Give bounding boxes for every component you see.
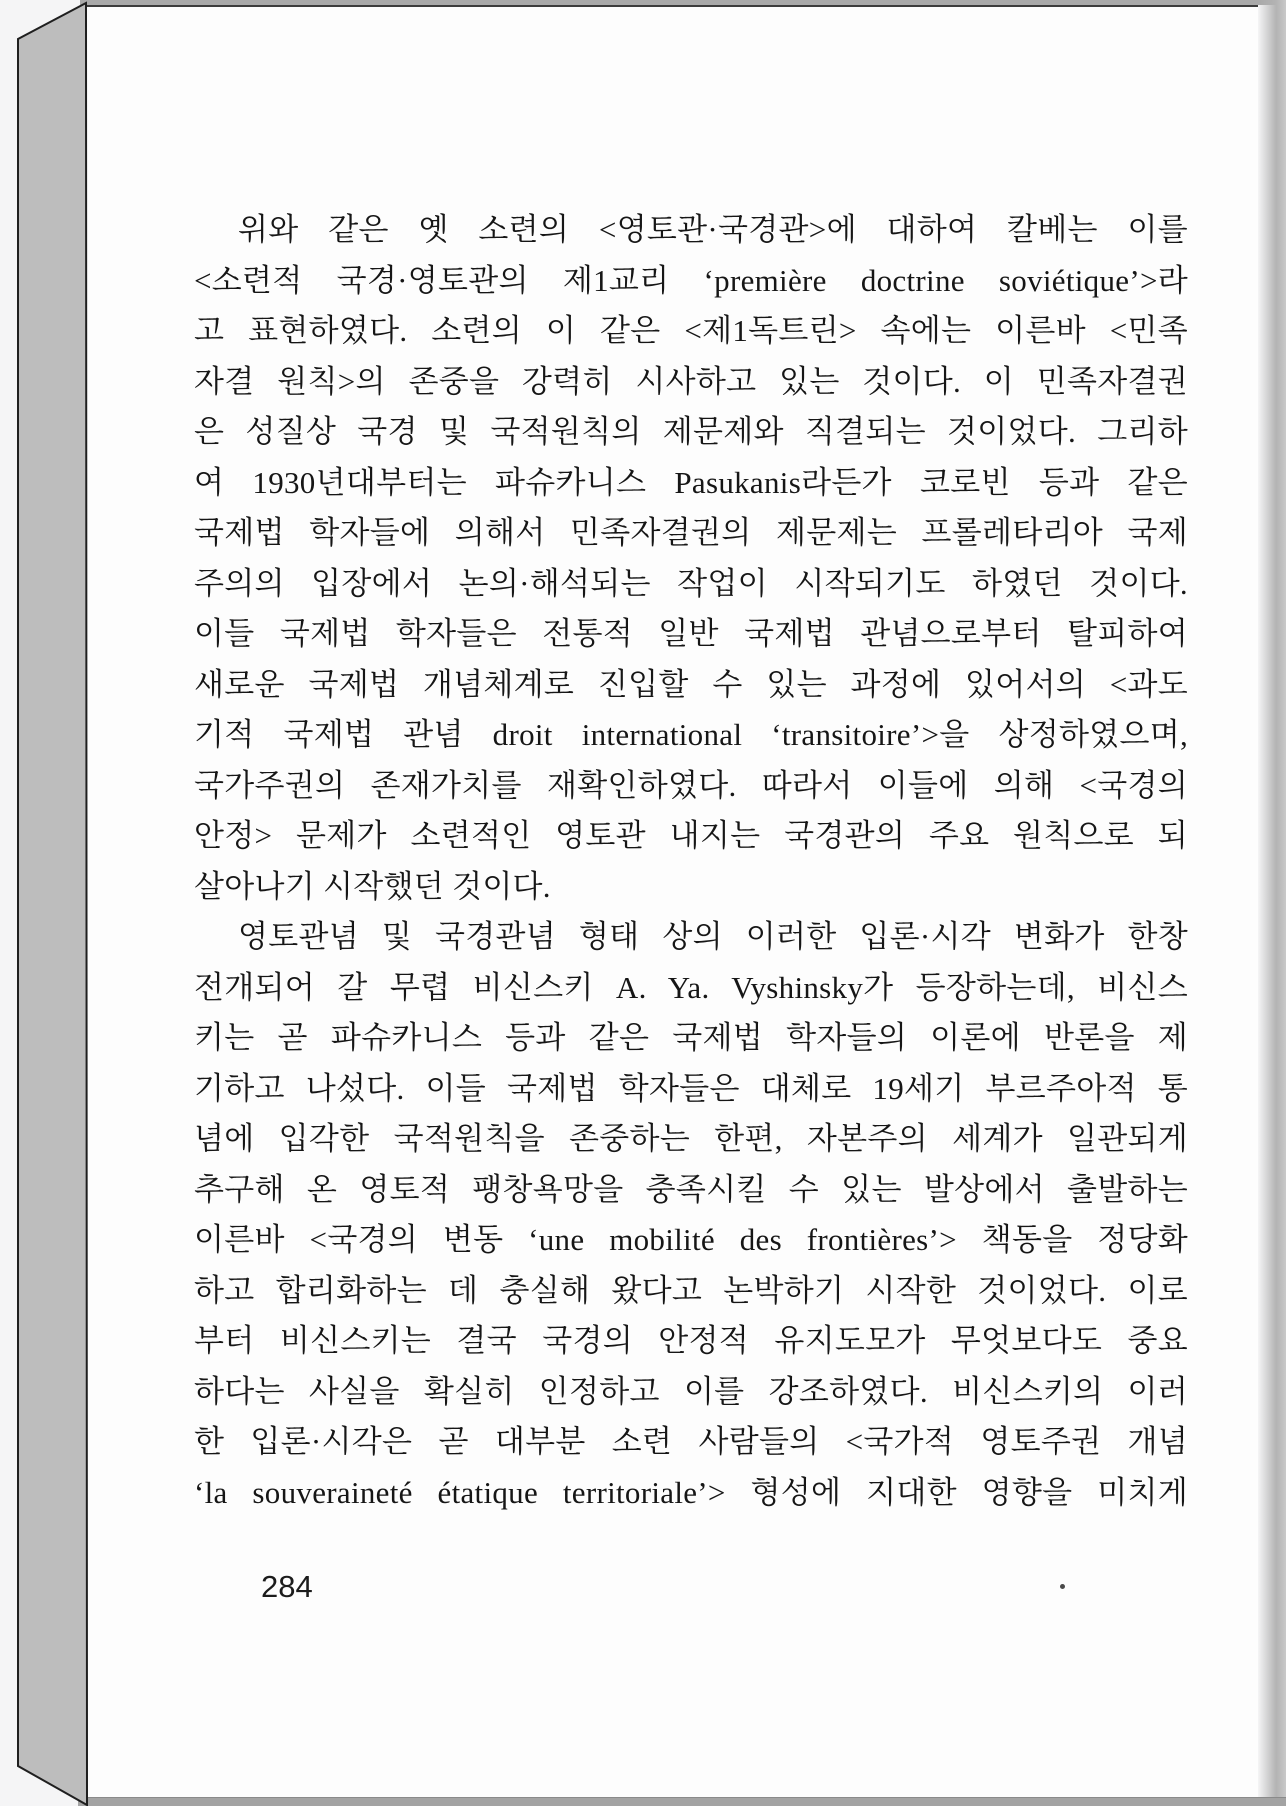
text-line: 안정> 문제가 소련적인 영토관 내지는 국경관의 주요 원칙으로 되 bbox=[194, 818, 1188, 853]
book-right-page-edge bbox=[1258, 0, 1286, 1806]
text-line: 영토관념 및 국경관념 형태 상의 이러한 입론·시각 변화가 한창 bbox=[238, 919, 1188, 954]
text-line: 이른바 <국경의 변동 ‘une mobilité des frontières’> 책동을 정당화 bbox=[194, 1222, 1188, 1257]
text-line: 이들 국제법 학자들은 전통적 일반 국제법 관념으로부터 탈피하여 bbox=[194, 616, 1188, 651]
text-line: 국제법 학자들에 의해서 민족자결권의 제문제는 프롤레타리아 국제 bbox=[194, 515, 1188, 550]
text-line: 기하고 나섰다. 이들 국제법 학자들은 대체로 19세기 부르주아적 통 bbox=[194, 1070, 1188, 1106]
text-line: 자결 원칙>의 존중을 강력히 시사하고 있는 것이다. 이 민족자결권 bbox=[194, 363, 1188, 399]
text-line: 살아나기 시작했던 것이다. bbox=[194, 868, 551, 904]
text-line: 한 입론·시각은 곧 대부분 소련 사람들의 <국가적 영토주권 개념 bbox=[194, 1424, 1188, 1459]
text-line: 전개되어 갈 무렵 비신스키 A. Ya. Vyshinsky가 등장하는데, 비신스 bbox=[194, 969, 1188, 1005]
text-line: 키는 곧 파슈카니스 등과 같은 국제법 학자들의 이론에 반론을 제 bbox=[194, 1020, 1188, 1055]
text-line: 기적 국제법 관념 droit international ‘transitoire’>을 상정하였으며, bbox=[194, 717, 1188, 752]
text-line: <소련적 국경·영토관의 제1교리 ‘première doctrine soviétique’>라 bbox=[194, 262, 1188, 298]
text-line: 은 성질상 국경 및 국적원칙의 제문제와 직결되는 것이었다. 그리하 bbox=[194, 414, 1188, 449]
spine-polygon bbox=[18, 3, 87, 1805]
text-line: 하고 합리화하는 데 충실해 왔다고 논박하기 시작한 것이었다. 이로 bbox=[194, 1272, 1188, 1308]
body-text bbox=[194, 205, 1188, 1518]
text-line: 국가주권의 존재가치를 재확인하였다. 따라서 이들에 의해 <국경의 bbox=[194, 767, 1188, 803]
text-line: 부터 비신스키는 결국 국경의 안정적 유지도모가 무엇보다도 중요 bbox=[194, 1323, 1188, 1358]
text-line: 여 1930년대부터는 파슈카니스 Pasukanis라든가 코로빈 등과 같은 bbox=[194, 464, 1188, 500]
text-line: 주의의 입장에서 논의·해석되는 작업이 시작되기도 하였던 것이다. bbox=[194, 565, 1188, 601]
text-line: ‘la souveraineté étatique territoriale’> 형성에 지대한 영향을 미치게 bbox=[194, 1474, 1188, 1510]
text-line: 새로운 국제법 개념체계로 진입할 수 있는 과정에 있어서의 <과도 bbox=[194, 666, 1188, 702]
text-line: 고 표현하였다. 소련의 이 같은 <제1독트린> 속에는 이른바 <민족 bbox=[194, 313, 1188, 348]
book-page bbox=[86, 5, 1258, 1797]
book-bottom-edge bbox=[78, 1797, 1286, 1806]
text-line: 하다는 사실을 확실히 인정하고 이를 강조하였다. 비신스키의 이러 bbox=[194, 1373, 1188, 1409]
page-number: 284 bbox=[261, 1569, 313, 1604]
text-line: 위와 같은 옛 소련의 <영토관·국경관>에 대하여 칼베는 이를 bbox=[238, 212, 1188, 247]
ink-speck bbox=[1060, 1584, 1065, 1589]
text-line: 추구해 온 영토적 팽창욕망을 충족시킬 수 있는 발상에서 출발하는 bbox=[194, 1171, 1188, 1207]
text-line: 념에 입각한 국적원칙을 존중하는 한편, 자본주의 세계가 일관되게 bbox=[194, 1121, 1188, 1156]
